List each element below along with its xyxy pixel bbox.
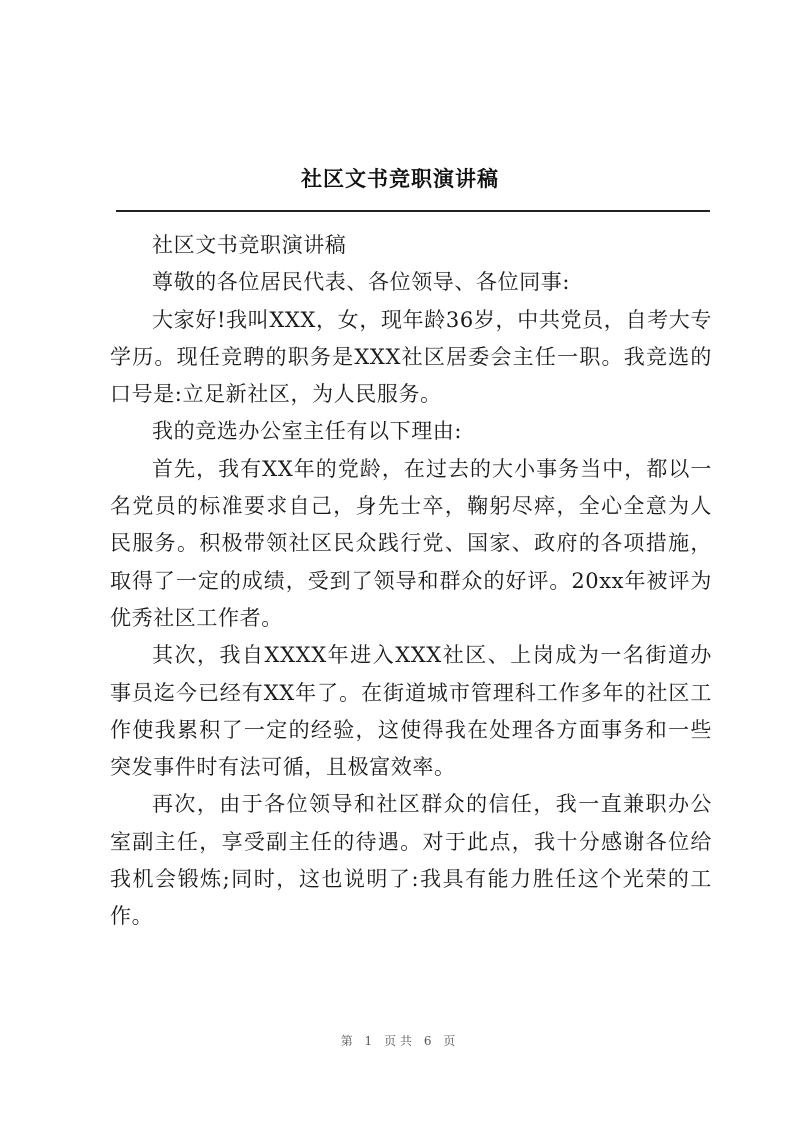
- paragraph-reasons-lead: 我的竞选办公室主任有以下理由:: [152, 419, 463, 444]
- paragraph-salutation: 尊敬的各位居民代表、各位领导、各位同事:: [152, 270, 571, 295]
- paragraph-third-reason: 再次，由于各位领导和社区群众的信任，我一直兼职办公室副主任，享受副主任的待遇。对于此点，我十分感谢各位给我机会锻炼;同时，这也说明了:我具有能力胜任这个光荣的工作。: [110, 792, 712, 929]
- page-footer: 第 1 页共 6 页: [340, 1034, 460, 1048]
- paragraph-second-reason: 其次，我自XXXX年进入XXX社区、上岗成为一名街道办事员迄今已经有XX年了。在街道城市管理科工作多年的社区工作使我累积了一定的经验，这使得我在处理各方面事务和一些突发事件时有法可循，且极富效率。: [110, 643, 712, 780]
- paragraph-first-reason: 首先，我有XX年的党龄，在过去的大小事务当中，都以一名党员的标准要求自己，身先士卒，鞠躬尽瘁，全心全意为人民服务。积极带领社区民众践行党、国家、政府的各项措施，取得了一定的成绩，受到了领导和群众的好评。20xx年被评为优秀社区工作者。: [110, 456, 712, 630]
- document-title: 社区文书竞职演讲稿: [301, 166, 499, 191]
- document-body: [110, 227, 712, 936]
- title-divider: [116, 210, 710, 212]
- paragraph-introduction: 大家好!我叫XXX，女，现年龄36岁，中共党员，自考大专学历。现任竞聘的职务是XXX社区居委会主任一职。我竞选的口号是:立足新社区，为人民服务。: [110, 307, 712, 407]
- paragraph-heading: 社区文书竞职演讲稿: [152, 233, 347, 257]
